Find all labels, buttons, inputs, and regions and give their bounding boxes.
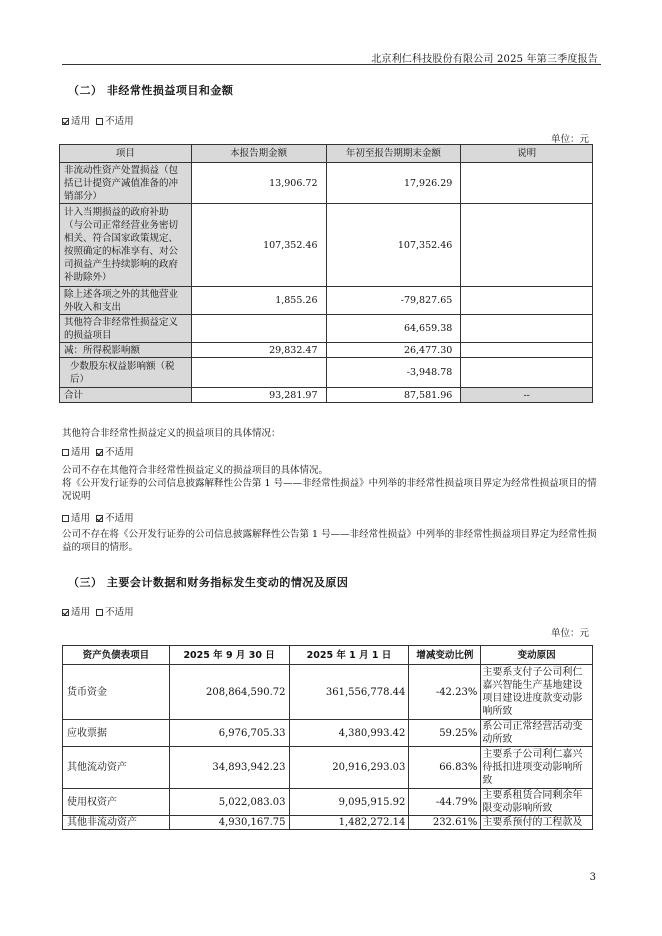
row-sep30: 6,976,705.33 [169, 720, 289, 747]
row-note [461, 358, 593, 388]
not-applicable-label: 不适用 [105, 447, 134, 458]
non-recurring-items-table [59, 144, 593, 403]
applicable-checkbox[interactable] [62, 449, 69, 456]
table-row [63, 816, 593, 830]
header-divider [62, 64, 601, 65]
row-ytd: 64,659.38 [326, 315, 461, 343]
row-note [461, 163, 593, 204]
row-sep30: 208,864,590.72 [169, 665, 289, 720]
row-ytd: -3,948.78 [326, 358, 461, 388]
row-label: 使用权资产 [63, 789, 170, 816]
applicable-checkbox-checked[interactable] [62, 609, 69, 616]
not-applicable-label: 不适用 [105, 607, 134, 618]
reclass-text: 公司不存在将《公开发行证券的公司信息披露解释性公告第 1 号——非经常性损益》中列举的非经常性损益项目界定为经常性损益的项目的情形。 [62, 529, 597, 553]
table-row [60, 204, 593, 287]
row-label: 货币资金 [63, 665, 170, 720]
applicable-label: 适用 [71, 513, 91, 524]
row-note [461, 204, 593, 287]
row-sep30: 5,022,083.03 [169, 789, 289, 816]
row-current [191, 315, 326, 343]
reclass-title: 将《公开发行证券的公司信息披露解释性公告第 1 号——非经常性损益》中列举的非经常性损益项目界定为经常性损益项目的情况说明 [62, 478, 597, 502]
row-ytd: 26,477.30 [326, 343, 461, 358]
applicable-checkbox[interactable] [62, 515, 69, 522]
row-jan1: 9,095,915.92 [289, 789, 409, 816]
section2-applicability [62, 113, 134, 127]
row-current: 29,832.47 [191, 343, 326, 358]
other-items-applicability [62, 444, 134, 458]
row-note [461, 315, 593, 343]
not-applicable-label: 不适用 [105, 513, 134, 524]
other-items-text: 公司不存在其他符合非经常性损益定义的损益项目的具体情况。 [62, 465, 329, 476]
section3-unit: 单位：元 [551, 628, 590, 639]
col-header-jan1: 2025 年 1 月 1 日 [289, 646, 409, 665]
section2-title: （二） 非经常性损益项目和金额 [68, 84, 234, 97]
applicable-label: 适用 [71, 447, 91, 458]
not-applicable-checkbox-checked[interactable] [96, 515, 103, 522]
table-row [60, 358, 593, 388]
row-note: -- [461, 388, 593, 403]
col-header-reason: 变动原因 [481, 646, 593, 665]
row-jan1: 20,916,293.03 [289, 747, 409, 789]
row-label: 其他符合非经常性损益定义的损益项目 [60, 315, 192, 343]
row-note [461, 343, 593, 358]
row-current: 13,906.72 [191, 163, 326, 204]
table-row [60, 163, 593, 204]
col-header-item: 资产负债表项目 [63, 646, 170, 665]
row-change: -44.79% [409, 789, 481, 816]
row-label: 非流动性资产处置损益（包括已计提资产减值准备的冲销部分） [60, 163, 192, 204]
row-note [461, 287, 593, 315]
row-reason: 主要系租赁合同剩余年限变动影响所致 [481, 789, 593, 816]
row-label: 少数股东权益影响额（税后） [60, 358, 192, 388]
row-ytd: 87,581.96 [326, 388, 461, 403]
table-header-row [63, 646, 593, 665]
table-total-row [60, 388, 593, 403]
row-label: 其他流动资产 [63, 747, 170, 789]
row-label: 减：所得税影响额 [60, 343, 192, 358]
table-row [63, 789, 593, 816]
row-change: 232.61% [409, 816, 481, 830]
col-header-change: 增减变动比例 [409, 646, 481, 665]
row-change: -42.23% [409, 665, 481, 720]
section3-title: （三） 主要会计数据和财务指标发生变动的情况及原因 [68, 576, 349, 589]
row-current: 93,281.97 [191, 388, 326, 403]
table-row [63, 665, 593, 720]
row-label: 除上述各项之外的其他营业外收入和支出 [60, 287, 192, 315]
row-jan1: 361,556,778.44 [289, 665, 409, 720]
page-header: 北京利仁科技股份有限公司 2025 年第三季度报告 [371, 54, 598, 65]
page-number: 3 [589, 872, 596, 883]
row-ytd: 17,926.29 [326, 163, 461, 204]
section3-applicability [62, 604, 134, 618]
row-change: 59.25% [409, 720, 481, 747]
not-applicable-label: 不适用 [105, 116, 134, 127]
row-change: 66.83% [409, 747, 481, 789]
row-sep30: 34,893,942.23 [169, 747, 289, 789]
table-row [60, 315, 593, 343]
row-reason: 主要系子公司利仁嘉兴待抵扣进项变动影响所致 [481, 747, 593, 789]
row-jan1: 4,380,993.42 [289, 720, 409, 747]
row-reason: 主要系支付子公司利仁嘉兴智能生产基地建设项目建设进度款变动影响所致 [481, 665, 593, 720]
col-header-item: 项目 [60, 145, 192, 163]
row-label: 计入当期损益的政府补助（与公司正常经营业务密切相关、符合国家政策规定、按照确定的标准享有、对公司损益产生持续影响的政府补助除外） [60, 204, 192, 287]
table-row [60, 287, 593, 315]
col-header-ytd: 年初至报告期期末金额 [326, 145, 461, 163]
row-current: 1,855.26 [191, 287, 326, 315]
table-row [60, 343, 593, 358]
row-label: 其他非流动资产 [63, 816, 170, 830]
balance-sheet-changes-table [62, 645, 593, 830]
row-label: 应收票据 [63, 720, 170, 747]
col-header-current: 本报告期金额 [191, 145, 326, 163]
col-header-note: 说明 [461, 145, 593, 163]
col-header-sep30: 2025 年 9 月 30 日 [169, 646, 289, 665]
row-reason: 主要系预付的工程款及 [481, 816, 593, 830]
row-current [191, 358, 326, 388]
applicable-label: 适用 [71, 607, 91, 618]
table-row [63, 720, 593, 747]
row-label: 合计 [60, 388, 192, 403]
reclass-applicability [62, 510, 134, 524]
not-applicable-checkbox[interactable] [96, 118, 103, 125]
applicable-label: 适用 [71, 116, 91, 127]
row-ytd: -79,827.65 [326, 287, 461, 315]
not-applicable-checkbox[interactable] [96, 609, 103, 616]
not-applicable-checkbox-checked[interactable] [96, 449, 103, 456]
table-header-row [60, 145, 593, 163]
applicable-checkbox-checked[interactable] [62, 118, 69, 125]
row-current: 107,352.46 [191, 204, 326, 287]
row-ytd: 107,352.46 [326, 204, 461, 287]
table-row [63, 747, 593, 789]
section2-unit: 单位：元 [551, 134, 590, 145]
row-reason: 系公司正常经营活动变动所致 [481, 720, 593, 747]
row-jan1: 1,482,272.14 [289, 816, 409, 830]
other-items-title: 其他符合非经常性损益定义的损益项目的具体情况： [62, 428, 281, 439]
row-sep30: 4,930,167.75 [169, 816, 289, 830]
